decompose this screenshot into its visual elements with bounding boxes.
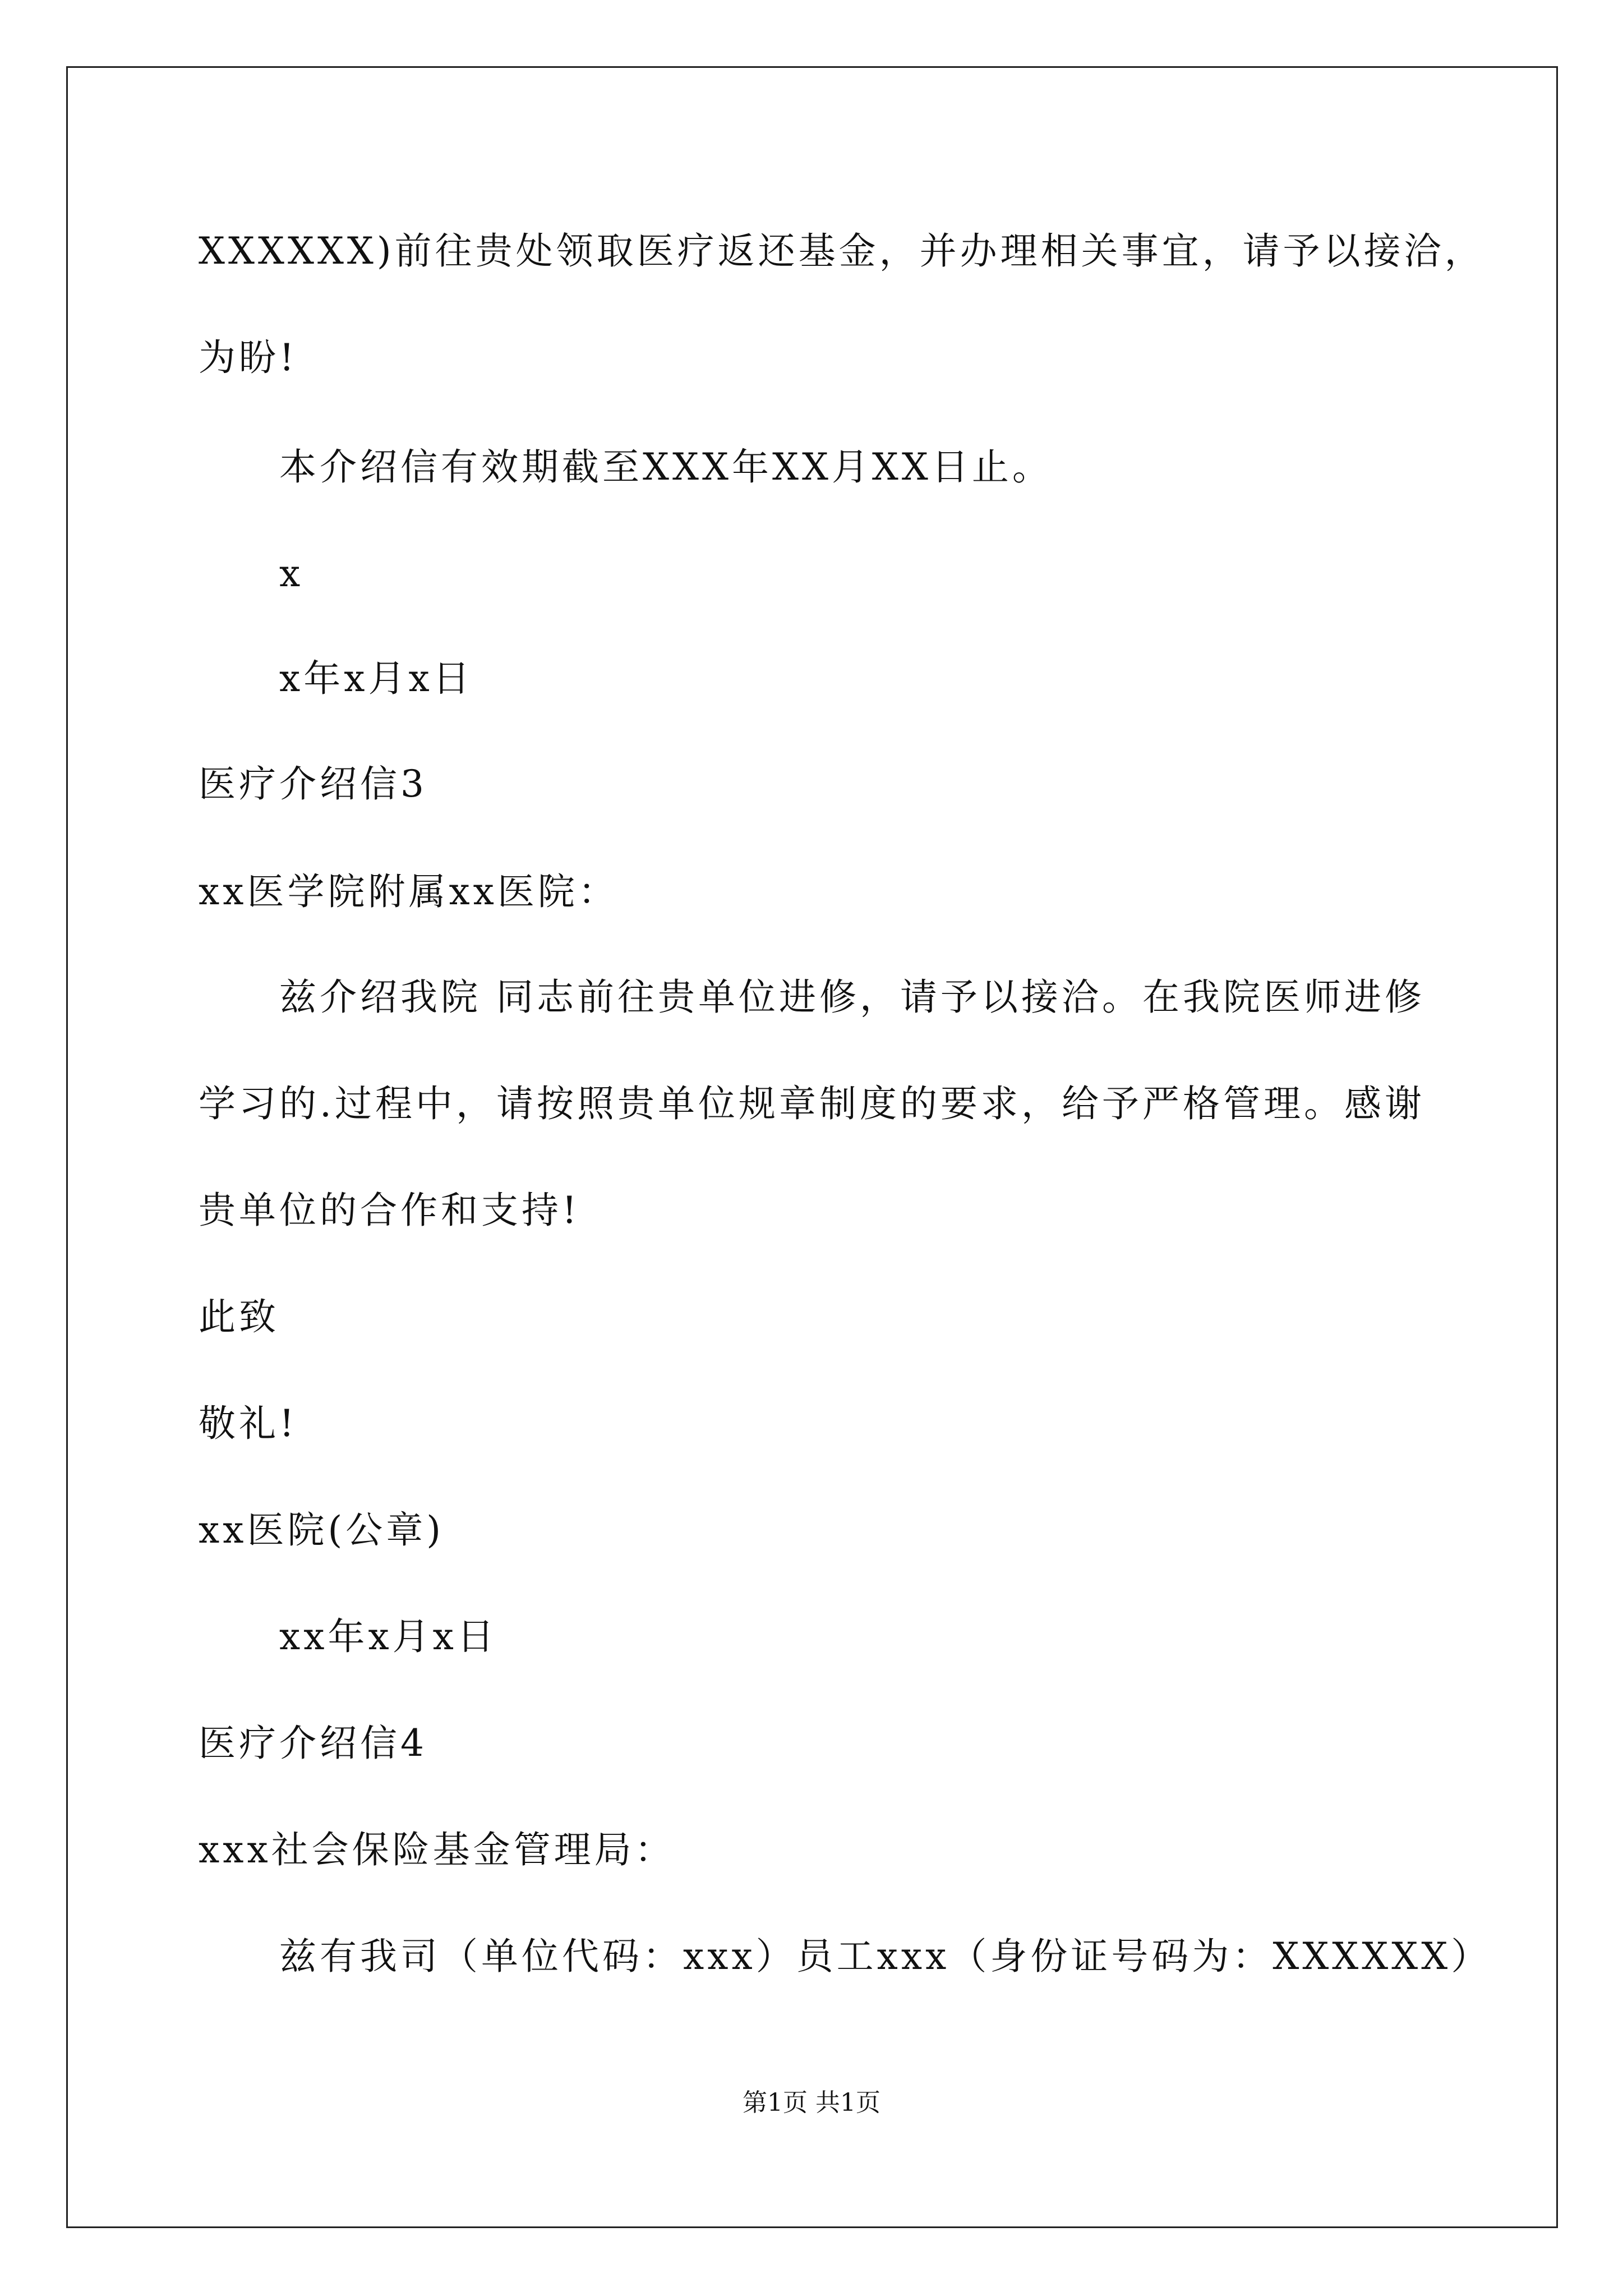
body-line-4: 学习的.过程中，请按照贵单位规章制度的要求，给予严格管理。感谢: [199, 1082, 1425, 1125]
page-footer: 第1页 共1页: [743, 2088, 880, 2117]
section-title-3: 医疗介绍信3: [199, 762, 427, 806]
page-border: [66, 66, 1558, 2228]
closing-jingli: 敬礼!: [199, 1402, 298, 1445]
signature-x: x: [279, 552, 304, 595]
date-line-1: x年x月x日: [279, 657, 473, 700]
section-title-4: 医疗介绍信4: [199, 1722, 427, 1765]
salutation-bureau: xxx社会保险基金管理局：: [199, 1828, 675, 1871]
date-line-2: xx年x月x日: [279, 1615, 497, 1658]
sender-seal: xx医院(公章): [199, 1508, 444, 1552]
body-line-5: 贵单位的合作和支持!: [199, 1189, 580, 1232]
closing-cizhi: 此致: [199, 1295, 279, 1338]
body-line-2: 为盼!: [199, 336, 298, 379]
body-line-3: 兹介绍我院 同志前往贵单位进修，请予以接洽。在我院医师进修: [279, 976, 1425, 1019]
body-line-6: 兹有我司（单位代码：xxx）员工xxx（身份证号码为：XXXXXX）: [279, 1935, 1492, 1978]
body-line-1: XXXXXX)前往贵处领取医疗返还基金，并办理相关事宜，请予以接洽，: [199, 229, 1485, 273]
salutation-hospital: xx医学院附属xx医院：: [199, 870, 619, 913]
validity-line: 本介绍信有效期截至XXX年XX月XX日止。: [279, 445, 1053, 489]
